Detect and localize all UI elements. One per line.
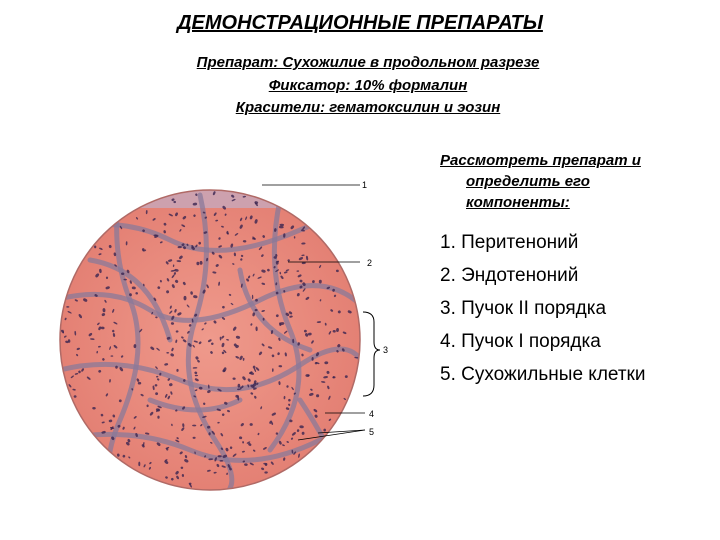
tendon-section bbox=[50, 180, 371, 500]
tendon-cell-nucleus bbox=[166, 352, 169, 354]
component-item-bundle-second-order: 3. Пучок II порядка bbox=[440, 298, 607, 319]
figure-label-1: 1 bbox=[362, 180, 368, 190]
component-item-bundle-first-order: 4. Пучок I порядка bbox=[440, 331, 601, 352]
component-item-tendon-cells: 5. Сухожильные клетки bbox=[440, 364, 646, 385]
component-item-peritenonium: 1. Перитеноний bbox=[440, 232, 579, 253]
preparation-subtitle: Препарат: Сухожилие в продольном разрезе bbox=[196, 54, 540, 71]
tendon-cell-nucleus bbox=[121, 272, 124, 275]
task-line-3: компоненты: bbox=[466, 194, 570, 211]
figure-label-4: 4 bbox=[369, 409, 375, 419]
figure-label-5: 5 bbox=[369, 427, 375, 437]
tendon-cell-nucleus bbox=[252, 238, 256, 240]
tendon-cell-nucleus bbox=[181, 467, 184, 469]
stains-subtitle: Красители: гематоксилин и эозин bbox=[235, 99, 501, 116]
figure-label-3: 3 bbox=[383, 345, 389, 355]
tendon-cell-nucleus bbox=[110, 355, 113, 356]
fixative-subtitle: Фиксатор: 10% формалин bbox=[268, 77, 468, 94]
bracket-3 bbox=[363, 312, 380, 396]
task-line-2: определить его bbox=[466, 173, 590, 190]
tendon-cell-nucleus bbox=[184, 296, 187, 300]
component-item-endotenonium: 2. Эндотеноний bbox=[440, 265, 579, 286]
task-line-1: Рассмотреть препарат и bbox=[440, 152, 641, 169]
tendon-cell-nucleus bbox=[94, 245, 96, 248]
page-title: ДЕМОНСТРАЦИОННЫЕ ПРЕПАРАТЫ bbox=[177, 12, 543, 34]
tendon-cell-nucleus bbox=[106, 276, 108, 279]
figure-label-2: 2 bbox=[367, 258, 373, 268]
tendon-cell-nucleus bbox=[138, 462, 140, 467]
